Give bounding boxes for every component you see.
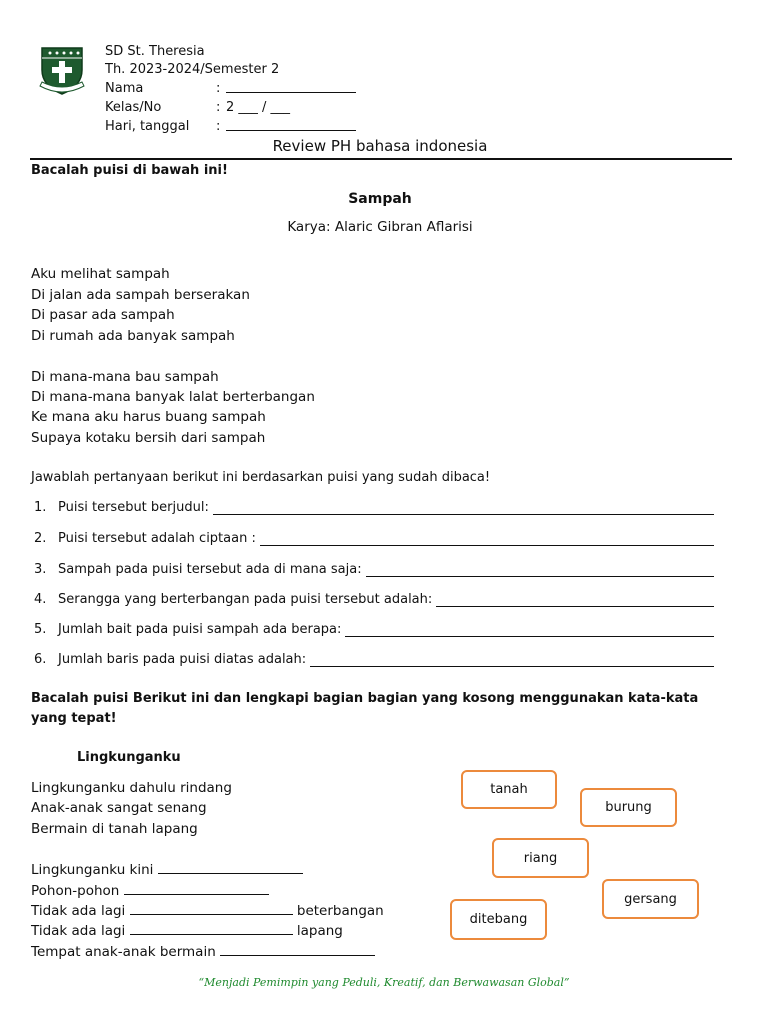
word-card-riang[interactable]: riang	[492, 838, 589, 878]
poem-line: Di jalan ada sampah berserakan	[31, 287, 250, 303]
blank-line-before: Tempat anak-anak bermain	[31, 944, 216, 960]
school-logo	[38, 46, 86, 96]
poem-line: Ke mana aku harus buang sampah	[31, 409, 266, 425]
blank-line-after: lapang	[296, 923, 343, 939]
blank-line-before: Tidak ada lagi	[31, 923, 126, 939]
answer-blank[interactable]	[366, 564, 714, 577]
answer-blank[interactable]	[345, 624, 714, 637]
section1-instruction: Bacalah puisi di bawah ini!	[31, 163, 228, 178]
word-card-ditebang[interactable]: ditebang	[450, 899, 547, 940]
poem-line: Di pasar ada sampah	[31, 307, 175, 323]
school-name: SD St. Theresia	[105, 44, 205, 59]
poem-line: Di rumah ada banyak sampah	[31, 328, 235, 344]
school-year: Th. 2023-2024/Semester 2	[105, 62, 280, 77]
poem-line: Di mana-mana banyak lalat berterbangan	[31, 389, 315, 405]
poem2-blank-line	[31, 922, 343, 939]
question-text: Sampah pada puisi tersebut ada di mana saja:	[58, 562, 362, 577]
question-number: 6.	[34, 652, 47, 667]
blank-line-after: beterbangan	[296, 903, 384, 919]
fill-blank[interactable]	[158, 861, 303, 874]
question-text: Serangga yang berterbangan pada puisi tersebut adalah:	[58, 592, 433, 607]
question-number: 5.	[34, 622, 47, 637]
poem-author: Karya: Alaric Gibran Aflarisi	[287, 219, 473, 235]
question-number: 1.	[34, 500, 47, 515]
poem2-blank-line	[31, 861, 303, 878]
document-title: Review PH bahasa indonesia	[272, 137, 488, 155]
question-text: Jumlah bait pada puisi sampah ada berapa:	[58, 622, 342, 637]
word-card-burung[interactable]: burung	[580, 788, 677, 827]
poem2-line: Anak-anak sangat senang	[31, 800, 207, 816]
field-label: Hari, tanggal	[105, 119, 190, 134]
nama-blank[interactable]	[226, 80, 356, 93]
poem2-blank-line	[31, 943, 375, 960]
fill-blank[interactable]	[130, 902, 293, 915]
poem-line: Aku melihat sampah	[31, 266, 170, 282]
question-number: 4.	[34, 592, 47, 607]
poem2-line: Bermain di tanah lapang	[31, 821, 198, 837]
answer-blank[interactable]	[260, 533, 714, 546]
blank-line-before: Lingkunganku kini	[31, 862, 154, 878]
blank-line-before: Tidak ada lagi	[31, 903, 126, 919]
question-text: Puisi tersebut berjudul:	[58, 500, 209, 515]
question-number: 3.	[34, 562, 47, 577]
question-item	[34, 622, 714, 637]
poem2-line: Lingkunganku dahulu rindang	[31, 780, 232, 796]
question-item	[34, 592, 714, 607]
question-number: 2.	[34, 531, 47, 546]
fill-blank[interactable]	[130, 922, 293, 935]
question-text: Jumlah baris pada puisi diatas adalah:	[58, 652, 307, 667]
question-text: Puisi tersebut adalah ciptaan :	[58, 531, 256, 546]
hari-blank[interactable]	[226, 118, 356, 131]
title-divider	[30, 158, 732, 160]
word-card-gersang[interactable]: gersang	[602, 879, 699, 919]
question-item	[34, 652, 714, 667]
field-label: Nama	[105, 81, 144, 96]
fill-blank[interactable]	[220, 943, 375, 956]
blank-line-before: Pohon-pohon	[31, 883, 120, 899]
answer-blank[interactable]	[310, 654, 714, 667]
poem2-title: Lingkunganku	[77, 750, 181, 765]
poem2-blank-line	[31, 882, 269, 899]
footer-motto: “Menjadi Pemimpin yang Peduli, Kreatif, dan Berwawasan Global”	[198, 976, 570, 989]
poem-line: Di mana-mana bau sampah	[31, 369, 219, 385]
word-card-tanah[interactable]: tanah	[461, 770, 557, 809]
question-item	[34, 500, 714, 515]
poem-title: Sampah	[348, 191, 412, 207]
question-intro: Jawablah pertanyaan berikut ini berdasarkan puisi yang sudah dibaca!	[31, 470, 491, 485]
fill-blank[interactable]	[124, 882, 269, 895]
question-item	[34, 531, 714, 546]
answer-blank[interactable]	[213, 502, 714, 515]
poem-line: Supaya kotaku bersih dari sampah	[31, 430, 266, 446]
kelas-value[interactable]: 2 ___ / ___	[226, 100, 291, 115]
field-label: Kelas/No	[105, 100, 162, 115]
section2-instruction: Bacalah puisi Berikut ini dan lengkapi bagian bagian yang kosong menggunakan kata-kata yang tepat!	[31, 691, 699, 726]
question-item	[34, 562, 714, 577]
answer-blank[interactable]	[436, 594, 714, 607]
poem2-blank-line	[31, 902, 384, 919]
